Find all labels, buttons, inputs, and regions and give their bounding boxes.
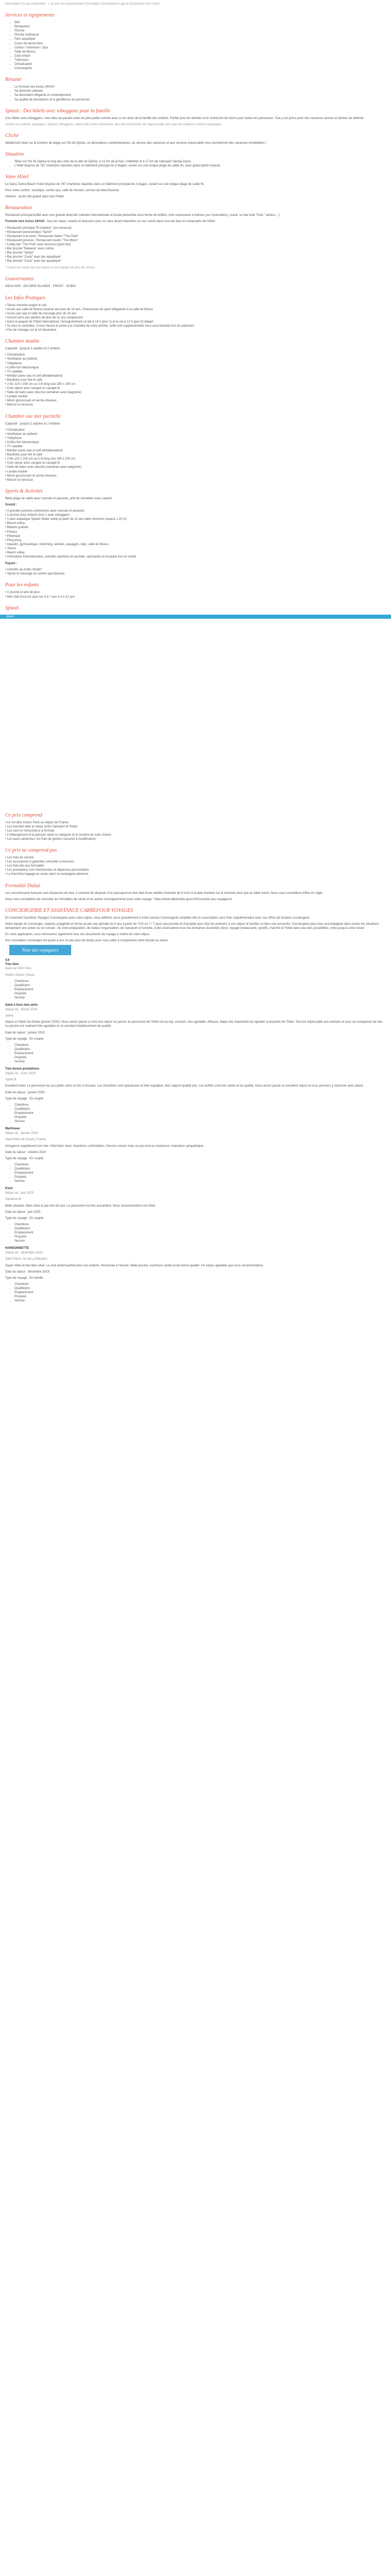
splash-text: Ces hôtels avec toboggans, vous êtes au paradis avec les plus petits comme avec à vos ados de la famille des enfants. Parfait pour les familles et le recherche de loisirs pour toutes les personnes. Tout y est prévu pour des vacances actives et pleines de détente.: [5, 116, 365, 120]
list-item: • Propreté: [14, 1056, 386, 1060]
review-meta: Séjour du : décembre 2019: [5, 1251, 43, 1255]
hotel-title: Votre Hôtel: [5, 174, 29, 180]
list-item: • Qualité/prix: [14, 1286, 386, 1291]
review-type: Type de voyage : En couple: [5, 1216, 44, 1220]
list-item: • Billards gratuits: [5, 526, 28, 530]
prix-comprend-list: [5, 821, 386, 841]
list-item: • Chambres: [14, 979, 386, 984]
resume-title: Résumé: [5, 77, 22, 83]
list-item: • Animations internationales, activités sportives en journée, spectacles et musique live en soirée: [5, 555, 137, 559]
list-item: • Accord servi aux adultes de plus de 21 ans uniquement: [5, 316, 83, 319]
list-item: • Les transfert aller et retour entre l'aéroport et l'hôtel: [5, 825, 77, 828]
list-item: • Restaurant principal "El Andalus" (sur terrasse): [5, 226, 72, 230]
video-area[interactable]: [0, 619, 391, 804]
list-item: • Bar piscine "Coral" avec bar aquatique*: [5, 256, 61, 259]
payant-list: [5, 568, 386, 576]
review-text: Arrogance supplément non mer. Hôtel bien situé, chambres confortables. Service correct mais un peu lent au restaurant. Animation sympathique.: [5, 1144, 204, 1148]
formule-label: Formule tout inclus 24h/24: [5, 220, 45, 224]
splash-title: Splash : Des hôtels avec toboggans pour la famille: [5, 108, 110, 114]
list-item: • Bouilloire pour thé et café: [5, 453, 42, 457]
list-item: • Climatisation: [5, 428, 25, 432]
formule-desc: : tous les repas, snacks et boissons avec ou sans alcool importées ou non servis dans tous les bars et restaurants de l'hôtel.: [45, 220, 216, 224]
list-item: • Bar piscine "Coral" avec bar aquatique*: [5, 260, 61, 263]
review-criteria: [5, 1043, 386, 1064]
review-author: Saint Pierre, Ile de La Réunion: [5, 1258, 47, 1261]
review-item: [5, 1187, 386, 1243]
chambre-mer-capacity: Capacité : jusqu'à 2 adultes et 2 enfants: [5, 422, 60, 426]
list-item: • Propreté: [14, 992, 386, 996]
rating-label: Très bien: [5, 963, 19, 967]
cliche-title: Cliché: [5, 132, 19, 139]
review-author: Sandrine M: [5, 1198, 21, 1201]
list-item: • Restaurant poisson / Restaurant Asiatic "The Moon": [5, 239, 78, 242]
list-item: • Téléphone: [5, 362, 22, 365]
restauration-text: Restaurant principal buffet avec une grande diversité culinaire internationale et locale présentée sous forme de buffets, trois restaurants à thèmes (sur réservation), snack, un bar-club "Club " lacteur ...): [5, 214, 280, 217]
list-item: • Dans le paquet de l'hôtel international, l'enregistrement se fait à 14 h (jour 1) et le est à 12 h (jour 8) départ: [5, 320, 153, 324]
situation-list: [5, 160, 386, 168]
review-text: Super hôtel et très bien situé. Le club enfant parfait pour nos enfants. Personnel à l'écoute. Belle piscine, nourriture variée et de bonne qualité. Un séjour agréable que nous recommandons.: [5, 1264, 264, 1267]
gouvernantes-title: Gouvernantes: [5, 276, 35, 282]
list-item: • Salle de fitness: [14, 50, 386, 54]
review-title: Kisin: [5, 1187, 13, 1191]
review-text: Excellent hôtel. Le personnel est aux petits soins et très à l'écoute. Les chambres sont spacieuses et bien équipées. Bon rapport qualité prix. Les buffets sont très variés et de qualité. Nous avons passé un excellent séjour et nous pensons y retourner avec plaisir.: [5, 1084, 364, 1088]
list-item: • Coin séjour avec canapé ou canapé-lit: [5, 387, 60, 391]
list-item: • Chambres: [14, 1223, 386, 1227]
list-item: • Pas de ménage sur le 15 décembre.: [5, 329, 57, 332]
review-author: Sylvie B: [5, 1078, 17, 1082]
criteria-list: [5, 979, 386, 1000]
list-item: • Lavabo double: [5, 470, 28, 473]
prix-pas-list: [5, 856, 386, 876]
review-text: Séjour à l'hôtel Via Dubaï (janvier 2020). Nous avons passé un très bon séjour en janvier au personnel de l'hôtel est au top, souriant, très agréable, efficace, étape très importante du signaler la propreté de l'hôtel. Tout est impeccable aux endroits et vous ne manquerez de rien. La piscine est vraiment très agréable et un excellent établissement de qualité.: [5, 1021, 383, 1028]
gouvernantes-text: INDIA HAR · OH DEW ISLANDS · FRONT · DUBAI: [5, 285, 76, 289]
list-item: • 1 parc aquatique Splash Water world (à partir de 12 ans taille minimum requise 1,20 m): [5, 518, 127, 521]
chambre-double-capacity: Capacité : jusqu'à 2 adultes et 2 enfants: [5, 347, 60, 351]
list-item: • Restaurant à la carte / Restaurant italien "The Palm": [5, 234, 79, 238]
list-item: • 2 lits 120 x 200 cm ou 2 lit king size 180 x 200 cm: [5, 382, 75, 386]
review-criteria: [5, 1282, 386, 1303]
list-item: • Lavabo double: [5, 395, 28, 399]
list-item: • Activités au Audio Studio*: [5, 568, 42, 572]
list-item: • L'hôtel dispose de 767 chambres réparties dans un bâtiment principal de 3 étages, ouvert sur une longue plage de sable fin, avec grand jardin tropical.: [14, 164, 386, 168]
list-item: • Chambres: [14, 1043, 386, 1047]
prestations-title: Les Infos Pratiques: [5, 295, 45, 301]
chambre-mer-title: Chambre vue mer partielle: [5, 413, 61, 419]
list-item: • Conciergerie: [14, 66, 386, 71]
list-item: • Piscine: [14, 29, 386, 33]
review-meta: Séjour du : mars 2020: [5, 1072, 36, 1076]
list-item: • Propreté: [14, 1235, 386, 1239]
list-item: • Wifi: [14, 21, 386, 25]
conciergerie-text-2: Notre équipe de concierges, experte, polyglotte et forme-se par une période de 5 ans à partir de 7/24 ou 7 / 7 pour une journée et d'accéder pour être les premiers à vos séjour et faciliter ou bien une rencontre. Conciergerie peut vous accompagner dans toutes les situations demandant une action ou un conseil : de votre préparation, de toutes l'organisation, de l'aéroport et l'arrivée, à des réservations tous les domaines d'activités (loisir, voyage (restaurant), sportifs, marché et l'hôtel dans tous des possibilités, votre jusqu'à votre retour.: [5, 922, 379, 930]
rating-count: basé sur 3347 Avis: [5, 967, 31, 971]
tabs-intro: Description Ce qui comprend : ✓ le prix ne comprend pas Formalités Conciergerie Logo & Assistance Avis Client: [5, 3, 160, 6]
review-item: [5, 1246, 386, 1303]
list-item: • Emplacement: [14, 988, 386, 992]
list-item: • Les taxes aériennes, les frais de gestion (assurez à modification): [5, 838, 96, 841]
review-title: Martineau: [5, 1127, 20, 1131]
list-item: • Sa qualité de prestations et la gentillesse du personnel: [14, 98, 386, 102]
list-item: • Tennis: [5, 547, 17, 550]
list-item: • Les assurances à garanties consulter ci-dessous: [5, 860, 74, 864]
list-item: • Service: [14, 1060, 386, 1064]
list-item: • Emplacement: [14, 1111, 386, 1115]
formalite-text-2: Nous vous conseillons de consulter les formalités de santé et les autres renseignements pour votre voyage : https://www.diplomatie.gouv.fr/fr/conseils-aux-voyageurs/: [5, 897, 233, 901]
review-text: Belle situation. Bien situé et pas loin de tout. Le personnel est très accueillant. Nous recommandons cet hôtel.: [5, 1204, 156, 1208]
list-item: • Qualité/prix: [14, 1167, 386, 1171]
list-item: • Chambres: [14, 1103, 386, 1107]
review-meta: Séjour du : janvier 2020: [5, 1132, 38, 1136]
enfants-title: Pour les enfants: [5, 582, 39, 588]
list-item: • Climatisation: [5, 353, 25, 357]
review-meta: Séjour du : février 2020: [5, 1008, 38, 1012]
list-item: • Cours de tennis libre: [14, 42, 386, 46]
review-item: [5, 1003, 386, 1064]
list-item: • Centre / Hammam / Spa: [14, 46, 386, 50]
conciergerie-text-1: En réservant Carrefour Voyages Conciergerie avec votre séjour, vous adhérez aussi gratuitement à notre service Conciergerie complète dès la souscription sans frais supplémentaire avec nos offres de location conciergerie.: [5, 916, 311, 920]
list-item: • Qualité/prix: [14, 984, 386, 988]
list-item: • Les prestations non mentionnées et dépenses personnelles: [5, 869, 89, 872]
list-item: • Ping pong: [5, 538, 21, 542]
list-item: • Les frais de service: [5, 856, 34, 860]
splash2-title: Splash: [5, 605, 19, 611]
hotel-text-1: Le Dana Tantra Beach Hotel dispose de 767 chambres réparties dans un bâtiment principal de 3 étages, ouvert sur une longue plage de sable fin.: [5, 183, 205, 187]
prix-comprend-title: Ce prix comprend: [5, 812, 42, 818]
services-list: [5, 21, 386, 71]
list-item: • Emplacement: [14, 1231, 386, 1235]
list-item: • Fitness: [5, 530, 18, 534]
review-author: Jaime: [5, 1014, 14, 1018]
list-item: • Coffre-fort électronique: [5, 440, 39, 444]
list-item: • Qualité/prix: [14, 1227, 386, 1231]
list-item: • Propreté: [14, 1175, 386, 1179]
list-item: • Propreté: [14, 1295, 386, 1299]
enfants-list: [5, 590, 386, 599]
chambre-mer-list: [5, 428, 386, 482]
list-item: • Qualité/prix: [14, 1107, 386, 1111]
list-item: • Coffre-fort électronique: [5, 366, 39, 369]
review-criteria: [5, 1163, 386, 1183]
list-item: • Accès aux salle de fitness réservé aux plus de 16 ans. Chaussures de sport obligatoire à la salle de fitness: [5, 308, 153, 311]
rating-score: 4.6: [5, 959, 10, 962]
list-item: • Le formule tout inclus 24h/24: [14, 85, 386, 89]
list-item: • Emplacement: [14, 1291, 386, 1295]
review-type: Type de voyage : En couple: [5, 1097, 44, 1100]
sports-intro: Belle plage de sable avec transats et parasols, prêt de serviettes avec caution: [5, 497, 112, 500]
review-title: Très bonne prestations: [5, 1067, 40, 1071]
list-item: • 3 grandes piscines extérieures avec transats et parasols: [5, 510, 85, 513]
splash-note: Avertir vos enfants aquatique ! Splash, toboggans, rebord des toiles d'aventure, des elle fonctionner de l'aqua-lande sans que les meilleurs enfants équipages.: [5, 123, 222, 126]
list-item: • Sa décoration élégante et contemporaine: [14, 93, 386, 97]
list-item: • Chambres: [14, 1163, 386, 1167]
list-item: • Salle de bains avec douche (certaines avec baignoire): [5, 466, 82, 469]
conciergerie-text-4: Nos conseillers concierges ont quant à eux un peu plus de temps pour vous aider à comprendre votre besoin au mieux.: [5, 939, 169, 943]
list-item: • Si vous le souhaitez, il vous faudra la arrivé à la chambre de votre arrivée, cette nuit supplémentaire vous sera facturée lors du paiement: [5, 325, 194, 328]
list-item: • Climatisation: [14, 62, 386, 66]
review-stay: Date du séjour : octobre 2020: [5, 1150, 46, 1154]
list-item: • Service: [14, 1299, 386, 1303]
payant-label: Payant :: [5, 562, 18, 566]
review-criteria: [5, 1223, 386, 1243]
list-item: • Le vol aller /retour Paris au départ de France: [5, 821, 69, 824]
gratuit-label: Gratuit :: [5, 503, 18, 506]
list-item: • Ventilateur au plafond: [5, 432, 37, 436]
list-item: • Les sont en horizontal à la formule: [5, 829, 55, 833]
list-item: • 2 lits 120 x 200 cm ou 2 lit king size 180 x 200 cm: [5, 457, 75, 461]
formule-text: [5, 219, 386, 224]
list-item: • Accès aux spa et salle de massage plus de 18 ans: [5, 312, 77, 315]
page: [0, 0, 391, 612]
conciergerie-text-3: En votre application, vous retrouverez également tous vos documents de voyage à mettre de votre séjour.: [5, 933, 151, 937]
list-item: • Salle de bains avec douche (certaines avec baignoire): [5, 391, 82, 395]
list-item: • Miroir grossissant et sèche-cheveux: [5, 399, 57, 403]
list-item: • Sa diversité culinaire: [14, 89, 386, 93]
list-item: • 1 piscine pour enfants dont 1 avec toboggans: [5, 514, 70, 517]
list-item: • Miroir grossissant et sèche-cheveux: [5, 474, 57, 478]
review-stay: Date du séjour : décembre 2019: [5, 1270, 50, 1274]
review-title: HARDONNETTE: [5, 1247, 29, 1250]
hotel-text-3: Internet : accès wifi gratuit dans tout l'hôtel.: [5, 195, 64, 199]
review-item: [5, 1127, 386, 1183]
restauration-title: Restauration: [5, 205, 32, 211]
list-item: • Tenue correcte exigée le soir.: [5, 303, 47, 307]
list-item: • TV satellite: [5, 370, 23, 374]
chambre-double-list: [5, 353, 386, 407]
list-item: • Restaurant panoramique "Sprint": [5, 230, 53, 234]
list-item: • La franchise bagage en soute selon la compagnie aérienne: [5, 873, 89, 876]
review-author: Saint-Rémi de (Faun), France: [5, 1138, 46, 1142]
list-item: • Spiste et massage du centre spa Nanozia: [5, 572, 64, 576]
video-player-bar[interactable]: [0, 615, 391, 619]
review-type: Type de voyage : En famille: [5, 1276, 43, 1280]
review-stay: Date du séjour : juin 2020: [5, 1210, 41, 1214]
list-item: • Situé sur l'île de Djerba le long des sites de la ville de Djerba, à 15 km de la Ras J Mahbrik et à 17 km de l'aéroport Djerba-Zarzis: [14, 160, 386, 164]
prestations-list: [5, 303, 386, 333]
list-item: • Propreté: [14, 1115, 386, 1120]
conciergerie-title: CONCIERGERIE ET ASSISTANCE CARREFOUR VOYAGES: [5, 907, 133, 913]
list-item: • Minibar (avec eau et soft atréaliteradent): [5, 374, 63, 378]
list-item: • Mini club Koui est pour les 4 à 7 ans à 4 à 12 ans: [5, 595, 75, 599]
review-title: Salut à tous mes amis: [5, 1004, 38, 1007]
prix-pas-title: Ce prix ne comprend pas: [5, 848, 57, 854]
list-item: • Balcon ou terrasse: [5, 478, 33, 482]
list-item: • Service: [14, 996, 386, 1000]
formalite-text: Les ressortissants français sont dispensés de visa. Il convient de disposer d'un passeport en bon état d'une validité minimale de 6 mois à la date d'entrée sur le territoire ainsi que du billet retour. Nous vous conseillons d'être en règle.: [5, 891, 323, 895]
reviewer-label: Hotel's Owner (Taise): [5, 973, 35, 977]
cliche-text: Idéalement situé sur la bordure de plage sur l'île de Djerba, ce décorations contemporaines, au service des vacances et aux services impeccable vous permettront des vacances inoubliables !: [5, 141, 267, 145]
list-item: • TV satellite: [5, 445, 23, 448]
list-item: • Bouilloire pour thé et café: [5, 378, 42, 382]
hotel-text-2: Pour votre confort : boutique, centre spa, salle de réunion, service de blanchisserie.: [5, 189, 120, 193]
list-item: • Beach-volley: [5, 522, 25, 526]
list-item: • Service: [14, 1179, 386, 1183]
review-item: [5, 1067, 386, 1124]
resume-list: [5, 85, 386, 101]
list-item: • Restaurant: [14, 25, 386, 29]
list-item: • Bar piscine "Baleana" avec crème: [5, 247, 54, 250]
list-item: • L'hébergement et la pension selon la catégorie et le nombre de nuits choisis: [5, 833, 111, 837]
services-title: Services et équipements: [5, 12, 55, 19]
list-item: • Parc aquatique: [14, 37, 386, 41]
list-item: • Beach volley: [5, 551, 25, 554]
list-item: • Emplacement: [14, 1171, 386, 1175]
list-item: • Minibar (avec eau et soft atréaliteradent): [5, 449, 63, 453]
chambre-double-title: Chambre double: [5, 338, 40, 345]
video-label: Splash: [6, 615, 14, 618]
review-stay: Date du séjour : janvier 2020: [5, 1031, 45, 1035]
list-item: • Téléphone: [5, 436, 22, 440]
review-meta: Séjour du : juin 2020: [5, 1192, 34, 1195]
list-item: • Qualité/prix: [14, 1047, 386, 1052]
list-item: • Pétanque: [5, 534, 21, 538]
list-item: • Emplacement: [14, 1052, 386, 1056]
gratuit-list: [5, 509, 386, 559]
page-bottom: [0, 804, 391, 1303]
review-type: Type de voyage : En couple: [5, 1157, 44, 1160]
resto-note: * Ouvert en haute eau (en haute et aux soirées de plus de 18 ans: [5, 266, 95, 270]
list-item: • Les frais liés aux formalités: [5, 865, 45, 868]
list-item: • Chambres: [14, 1282, 386, 1286]
list-item: • Piscine extérieure: [14, 33, 386, 37]
list-item: • Télévision: [14, 58, 386, 62]
review-type: Type de voyage : En couple: [5, 1037, 44, 1041]
tab-avis[interactable]: Note des voyageurs: [9, 945, 71, 955]
list-item: • Club enfant: [14, 54, 386, 58]
list-item: • Balcon ou terrasse: [5, 403, 33, 407]
list-item: • Service: [14, 1120, 386, 1124]
list-item: • Ventilateur au plafond: [5, 358, 37, 361]
formalite-title: Formalité Dubaï: [5, 883, 40, 889]
sports-title: Sports & Activités: [5, 488, 43, 494]
list-item: • Coin séjour avec canapé ou canapé-lit: [5, 462, 60, 465]
list-item: • Aqualim, gymnastique, stretching, aérobic, aquagym, step, salle de fitness: [5, 543, 109, 546]
restaurants-list: [5, 226, 386, 264]
list-item: • Service: [14, 1239, 386, 1243]
situation-title: Situation: [5, 151, 24, 157]
review-stay: Date du séjour : janvier 2020: [5, 1091, 45, 1094]
list-item: • 1 piscine et aire de jeux: [5, 591, 40, 595]
list-item: • Lobby bar "The Pool" avec terrasse (sport bar): [5, 243, 71, 246]
review-criteria: [5, 1103, 386, 1124]
list-item: • Bar piscine "Sphyn": [5, 251, 35, 255]
